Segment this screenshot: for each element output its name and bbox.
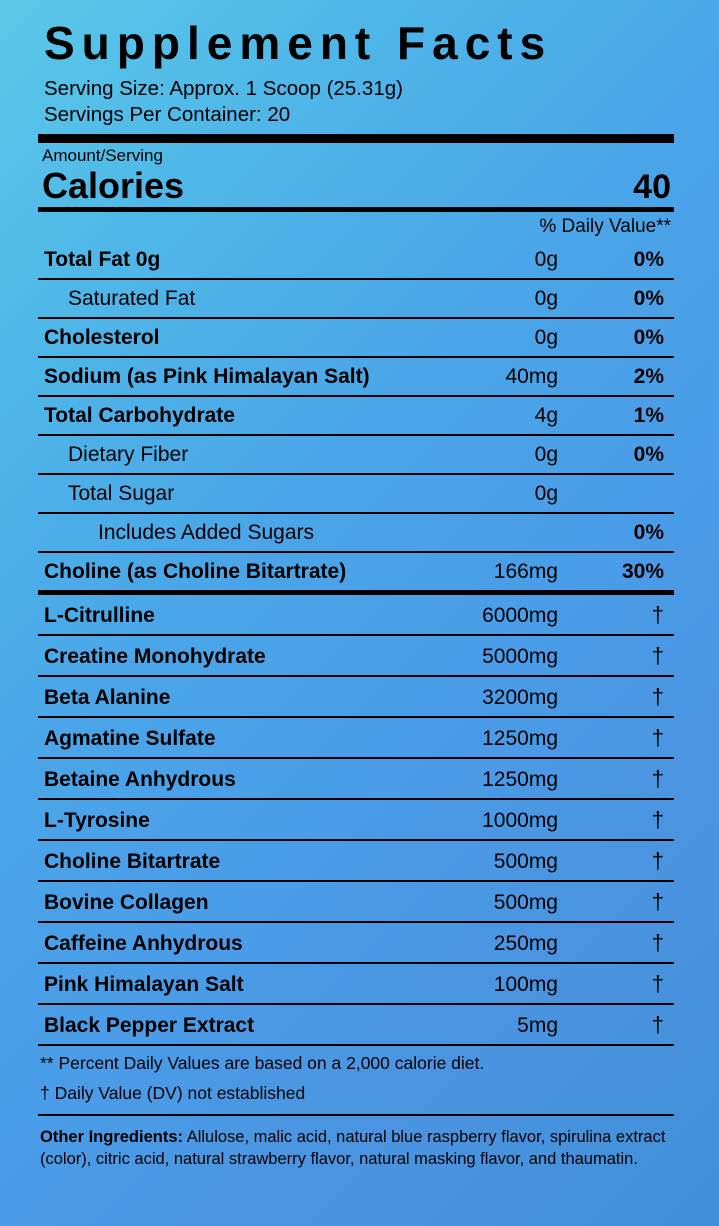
table-row xyxy=(38,840,674,881)
row-daily-value: † xyxy=(572,840,674,881)
other-ingredients xyxy=(40,1126,675,1172)
supplement-facts-panel xyxy=(30,14,685,1171)
row-daily-value: † xyxy=(572,1004,674,1044)
row-daily-value: 1% xyxy=(572,396,674,435)
table-row xyxy=(38,635,674,676)
row-amount: 5000mg xyxy=(423,635,572,676)
table-row xyxy=(38,758,674,799)
row-daily-value: 0% xyxy=(572,318,674,357)
serving-size: Serving Size: Approx. 1 Scoop (25.31g) xyxy=(44,77,403,100)
row-daily-value: 30% xyxy=(572,552,674,590)
row-amount: 5mg xyxy=(423,1004,572,1044)
row-name: Saturated Fat xyxy=(38,279,423,318)
page-title: Supplement Facts xyxy=(44,17,553,69)
row-amount: 500mg xyxy=(423,881,572,922)
footnote-dv-not-established: † Daily Value (DV) not established xyxy=(40,1083,306,1104)
row-amount: 1250mg xyxy=(423,717,572,758)
table-row xyxy=(38,922,674,963)
row-daily-value xyxy=(572,474,674,513)
calories-value: 40 xyxy=(633,168,671,207)
table-row xyxy=(38,435,674,474)
row-name: Choline (as Choline Bitartrate) xyxy=(38,552,423,590)
row-amount: 3200mg xyxy=(423,676,572,717)
row-amount: 0g xyxy=(423,279,572,318)
row-amount: 6000mg xyxy=(482,604,558,628)
row-amount: 166mg xyxy=(423,552,572,590)
table-row xyxy=(38,881,674,922)
row-name: Black Pepper Extract xyxy=(38,1004,423,1044)
table-row xyxy=(38,396,674,435)
row-name: Creatine Monohydrate xyxy=(38,635,423,676)
row-amount: 0g xyxy=(534,248,558,272)
row-name: Beta Alanine xyxy=(38,676,423,717)
row-name: Includes Added Sugars xyxy=(38,513,423,552)
table-row xyxy=(38,357,674,396)
nutrients-table xyxy=(38,241,674,590)
table-row xyxy=(38,963,674,1004)
row-daily-value: 0% xyxy=(572,435,674,474)
row-amount: 1250mg xyxy=(423,758,572,799)
row-daily-value: † xyxy=(572,676,674,717)
row-amount: 500mg xyxy=(423,840,572,881)
calories-row xyxy=(42,166,671,207)
row-name: Betaine Anhydrous xyxy=(38,758,423,799)
table-row xyxy=(38,513,674,552)
row-name: L-Citrulline xyxy=(44,604,155,628)
row-daily-value: † xyxy=(572,717,674,758)
row-name: Total Fat 0g xyxy=(44,248,161,272)
amount-per-serving-label: Amount/Serving xyxy=(42,146,163,166)
row-name: Agmatine Sulfate xyxy=(38,717,423,758)
table-row xyxy=(38,318,674,357)
row-name: L-Tyrosine xyxy=(38,799,423,840)
table-row xyxy=(38,799,674,840)
row-name: Total Carbohydrate xyxy=(38,396,423,435)
row-name: Total Sugar xyxy=(38,474,423,513)
row-name: Sodium (as Pink Himalayan Salt) xyxy=(38,357,423,396)
divider-thin-footnotes xyxy=(38,1044,674,1046)
row-amount: 0g xyxy=(423,318,572,357)
row-name: Cholesterol xyxy=(38,318,423,357)
row-name: Choline Bitartrate xyxy=(38,840,423,881)
row-name: Dietary Fiber xyxy=(38,435,423,474)
table-row xyxy=(38,1004,674,1044)
divider-thin-other-ingredients xyxy=(38,1114,674,1116)
row-name: Caffeine Anhydrous xyxy=(38,922,423,963)
row-amount: 4g xyxy=(423,396,572,435)
other-ingredients-text: Allulose, malic acid, natural blue raspberry flavor, spirulina extract (color), citric acid, natural strawberry flavor, natural masking flavor, and thaumatin. xyxy=(40,1127,666,1169)
servings-per-container: Servings Per Container: 20 xyxy=(44,103,291,127)
row-daily-value: † xyxy=(572,881,674,922)
table-row xyxy=(38,717,674,758)
row-amount: 0g xyxy=(423,435,572,474)
row-name: Bovine Collagen xyxy=(38,881,423,922)
row-daily-value: 0% xyxy=(572,513,674,552)
footnote-daily-values: ** Percent Daily Values are based on a 2,000 calorie diet. xyxy=(40,1053,485,1074)
row-daily-value: † xyxy=(572,635,674,676)
row-daily-value: 0% xyxy=(633,248,664,272)
row-amount: 40mg xyxy=(423,357,572,396)
row-amount: 100mg xyxy=(423,963,572,1004)
row-name: Pink Himalayan Salt xyxy=(38,963,423,1004)
table-row xyxy=(38,279,674,318)
row-amount: 1000mg xyxy=(423,799,572,840)
divider-med-calories xyxy=(38,207,674,212)
row-amount xyxy=(423,513,572,552)
row-daily-value: 2% xyxy=(572,357,674,396)
other-ingredients-label: Other Ingredients: xyxy=(40,1127,184,1146)
row-daily-value: † xyxy=(572,799,674,840)
table-row xyxy=(38,552,674,590)
table-row xyxy=(38,595,674,635)
row-daily-value: † xyxy=(572,758,674,799)
row-daily-value: † xyxy=(572,922,674,963)
table-row xyxy=(38,474,674,513)
ingredients-table xyxy=(38,595,674,1044)
row-daily-value: † xyxy=(651,602,664,628)
row-daily-value: † xyxy=(572,963,674,1004)
table-row xyxy=(38,676,674,717)
row-daily-value: 0% xyxy=(572,279,674,318)
row-amount: 250mg xyxy=(423,922,572,963)
divider-thick-top xyxy=(38,134,674,143)
calories-label: Calories xyxy=(42,165,185,207)
daily-value-header: % Daily Value** xyxy=(539,216,671,238)
table-row xyxy=(38,241,674,279)
row-amount: 0g xyxy=(423,474,572,513)
